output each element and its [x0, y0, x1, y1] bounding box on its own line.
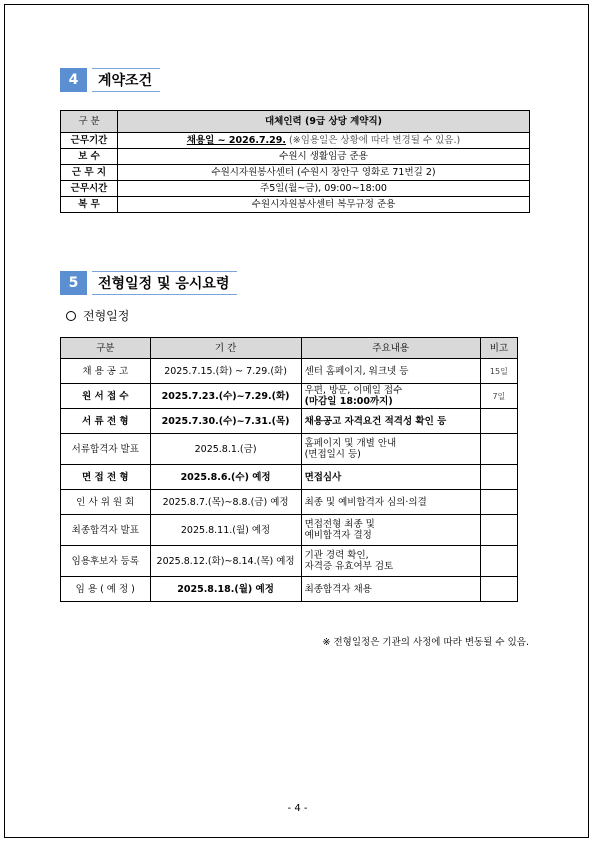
content-line: 최종 및 예비합격자 심의·의결 [304, 496, 427, 508]
content-line: 채용공고 자격요건 적격성 확인 등 [304, 415, 447, 427]
content-line: 자격증 유효여부 검토 [304, 561, 394, 572]
content-cell [301, 515, 480, 546]
table-row [61, 465, 518, 490]
note-cell [480, 490, 517, 515]
column-header: 구분 [61, 338, 151, 359]
stage-cell: 면 접 전 형 [61, 465, 151, 490]
row-value [118, 133, 530, 149]
table-row [61, 165, 530, 181]
period-cell: 2025.7.23.(수)~7.29.(화) [150, 384, 301, 409]
column-header: 기 간 [150, 338, 301, 359]
note-cell: 7일 [480, 384, 517, 409]
subheading-text: 전형일정 [83, 309, 130, 323]
content-cell [301, 434, 480, 465]
table-row [61, 409, 518, 434]
page-number: - 4 - [287, 803, 308, 814]
note-cell [480, 434, 517, 465]
period-cell: 2025.7.15.(화) ~ 7.29.(화) [150, 359, 301, 384]
schedule-table-body [61, 359, 518, 602]
note-cell [480, 577, 517, 602]
table-row [61, 434, 518, 465]
column-header: 주요내용 [301, 338, 480, 359]
note-cell [480, 515, 517, 546]
header-value: 대체인력 (9급 상당 계약직) [118, 111, 530, 133]
column-header: 비고 [480, 338, 517, 359]
section-5-heading [60, 271, 237, 295]
contract-table [60, 110, 530, 213]
stage-cell: 임 용 ( 예 정 ) [61, 577, 151, 602]
row-label: 근무시간 [61, 181, 118, 197]
period-cell: 2025.8.6.(수) 예정 [150, 465, 301, 490]
content-line: 센터 홈페이지, 워크넷 등 [304, 365, 409, 377]
period-note: (※임용일은 상황에 따라 변경될 수 있음.) [286, 135, 461, 146]
content-line: 최종합격자 채용 [304, 583, 372, 595]
period-cell: 2025.8.7.(목)~8.8.(금) 예정 [150, 490, 301, 515]
row-value: 주5일(월~금), 09:00~18:00 [118, 181, 530, 197]
section-number: 4 [60, 68, 87, 92]
content-line: 면접심사 [304, 471, 342, 483]
note-cell [480, 409, 517, 434]
row-label: 보 수 [61, 149, 118, 165]
footnote: ※ 전형일정은 기관의 사정에 따라 변동될 수 있음. [322, 637, 529, 648]
stage-cell: 서류합격자 발표 [61, 434, 151, 465]
content-cell [301, 465, 480, 490]
row-value: 수원시자원봉사센터 (수원시 장안구 영화로 71번길 2) [118, 165, 530, 181]
period-cell: 2025.8.18.(월) 예정 [150, 577, 301, 602]
content-line: 홈페이지 및 개별 안내 [304, 438, 397, 449]
content-line: 기관 경력 확인, [304, 550, 369, 561]
stage-cell: 최종합격자 발표 [61, 515, 151, 546]
content-cell [301, 490, 480, 515]
content-line: 면접전형 최종 및 [304, 519, 375, 530]
note-cell: 15일 [480, 359, 517, 384]
table-row [61, 384, 518, 409]
content-cell [301, 546, 480, 577]
header-label: 구 분 [61, 111, 118, 133]
row-value: 수원시자원봉사센터 복무규정 준용 [118, 197, 530, 213]
row-value: 수원시 생활임금 준용 [118, 149, 530, 165]
section-title: 계약조건 [92, 68, 160, 92]
schedule-table [60, 337, 518, 602]
period-cell: 2025.8.12.(화)~8.14.(목) 예정 [150, 546, 301, 577]
section-title: 전형일정 및 응시요령 [92, 271, 237, 295]
content-line: 예비합격자 결정 [304, 530, 372, 541]
content-line: (마감일 18:00까지) [304, 396, 393, 407]
stage-cell: 인 사 위 원 회 [61, 490, 151, 515]
row-label: 복 무 [61, 197, 118, 213]
table-row [61, 515, 518, 546]
period-cell: 2025.8.11.(월) 예정 [150, 515, 301, 546]
table-header-row [61, 111, 530, 133]
table-row [61, 197, 530, 213]
content-cell [301, 409, 480, 434]
row-label: 근 무 지 [61, 165, 118, 181]
table-header-row [61, 338, 518, 359]
period-value: 채용일 ~ 2026.7.29. [186, 135, 287, 146]
note-cell [480, 546, 517, 577]
stage-cell: 원 서 접 수 [61, 384, 151, 409]
content-cell [301, 384, 480, 409]
table-row [61, 133, 530, 149]
table-row [61, 577, 518, 602]
section-number: 5 [60, 271, 87, 295]
table-row [61, 546, 518, 577]
period-cell: 2025.8.1.(금) [150, 434, 301, 465]
content-cell [301, 577, 480, 602]
content-cell [301, 359, 480, 384]
content-line: 우편, 방문, 이메일 접수 [304, 385, 403, 396]
section-4-heading [60, 68, 160, 92]
stage-cell: 서 류 전 형 [61, 409, 151, 434]
row-label: 근무기간 [61, 133, 118, 149]
schedule-subheading [66, 307, 129, 324]
table-row [61, 181, 530, 197]
circle-bullet-icon [66, 311, 76, 321]
stage-cell: 임용후보자 등록 [61, 546, 151, 577]
content-line: (면접일시 등) [304, 449, 361, 460]
period-cell: 2025.7.30.(수)~7.31.(목) [150, 409, 301, 434]
table-row [61, 490, 518, 515]
table-row [61, 359, 518, 384]
stage-cell: 채 용 공 고 [61, 359, 151, 384]
table-row [61, 149, 530, 165]
note-cell [480, 465, 517, 490]
